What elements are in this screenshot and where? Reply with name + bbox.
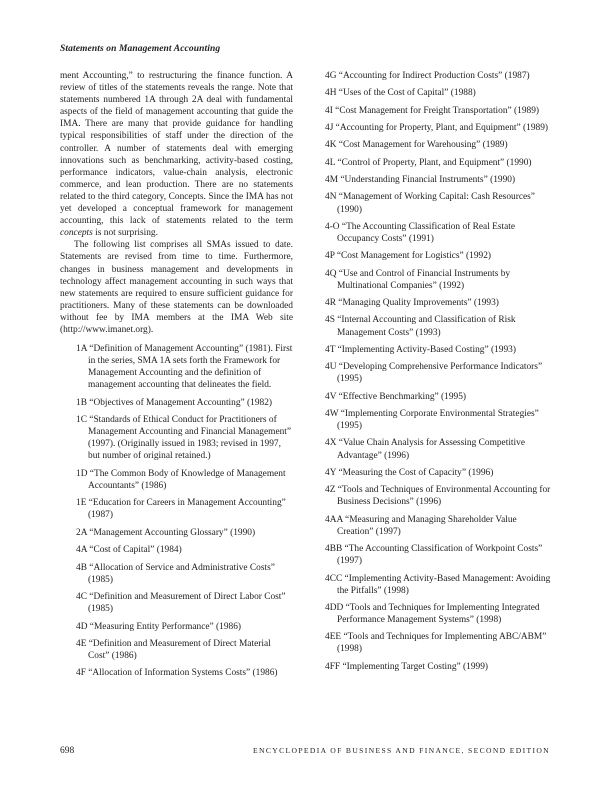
list-intro-paragraph: The following list comprises all SMAs issued to date. Statements are revised from time to time. Furthermore, changes in business management and developments in technology affect management accounting in such ways that new statements are required to ensure sufficient guidance for practitioners. Many of these statements can be downloaded without fee by IMA members at the IMA Web site (http://www.imanet.org).: [60, 240, 293, 335]
list-item: 4F “Allocation of Information Systems Costs” (1986): [76, 668, 278, 679]
list-item: 4Q “Use and Control of Financial Instruments by Multinational Companies” (1992): [325, 268, 511, 291]
list-item: 4DD “Tools and Techniques for Implementing Integrated Performance Management Systems” (1998): [325, 602, 540, 626]
list-item: 4K “Cost Management for Warehousing” (1989): [325, 140, 508, 151]
list-item: 4D “Measuring Entity Performance” (1986): [76, 621, 242, 632]
list-item: 4-O “The Accounting Classification of Real Estate Occupancy Costs” (1991): [325, 221, 516, 244]
list-item: 4Z “Tools and Techniques of Environmental Accounting for Business Decisions” (1996): [325, 485, 551, 508]
list-item: 4U “Developing Comprehensive Performance Indicators” (1995): [325, 362, 543, 385]
list-item: 4W “Implementing Corporate Environmental Strategies” (1995): [325, 408, 539, 432]
list-item: 1E “Education for Careers in Management Accounting” (1987): [76, 498, 286, 521]
list-item: 2A “Management Accounting Glossary” (1990): [76, 527, 256, 538]
list-item: 4J “Accounting for Property, Plant, and Equipment” (1989): [325, 123, 549, 134]
list-item: 4R “Managing Quality Improvements” (1993): [325, 298, 499, 309]
list-item: 4L “Control of Property, Plant, and Equipment” (1990): [325, 157, 532, 168]
intro-paragraph: [60, 70, 293, 239]
sma-list-left: [60, 343, 293, 679]
concepts-term: concepts: [60, 228, 93, 239]
list-item: 1A “Definition of Management Accounting” (1981). First in the series, SMA 1A sets forth the Framework for Management Accounting and the definition of management accounting that delineates the field.: [76, 344, 293, 391]
running-head: Statements on Management Accounting: [60, 44, 221, 54]
list-item: 4Y “Measuring the Cost of Capacity” (1996): [325, 467, 494, 478]
list-item: 1B “Objectives of Management Accounting” (1982): [76, 397, 273, 408]
list-item: 4AA “Measuring and Managing Shareholder Value Creation” (1997): [325, 514, 517, 537]
list-item: 4M “Understanding Financial Instruments” (1990): [325, 175, 516, 186]
list-item: 4FF “Implementing Target Costing” (1999): [325, 661, 489, 672]
list-item: 4CC “Implementing Activity-Based Management: Avoiding the Pitfalls” (1998): [325, 573, 551, 596]
list-item: 4G “Accounting for Indirect Production Costs” (1987): [325, 71, 530, 81]
list-item: 4V “Effective Benchmarking” (1995): [325, 391, 467, 402]
list-item: 4E “Definition and Measurement of Direct Material Cost” (1986): [76, 638, 271, 661]
list-item: 4EE “Tools and Techniques for Implementing ABC/ABM” (1998): [325, 632, 547, 655]
list-item: 4X “Value Chain Analysis for Assessing Competitive Advantage” (1996): [325, 438, 525, 461]
intro-text-end: is not surprising.: [92, 228, 158, 239]
list-item: 1C “Standards of Ethical Conduct for Practitioners of Management Accounting and Financial Management” (1997). (Originally issued in 1983; revised in 1997, but number of original retained.): [76, 415, 292, 462]
page-number: 698: [60, 746, 75, 756]
list-item: 4S “Internal Accounting and Classification of Risk Management Costs” (1993): [325, 315, 516, 338]
left-column: [60, 70, 293, 685]
list-item: 4H “Uses of the Cost of Capital” (1988): [325, 88, 476, 99]
intro-text: ment Accounting,” to restructuring the finance function. A review of titles of the statements reveals the range. Note that statements numbered 1A through 2A deal with fundamental aspects of the field of management accounting that guide the IMA. There are many that provide guidance for handling typical responsibilities of staff under the direction of the controller. A number of statements deal with emerging innovations such as benchmarking, activity-based costing, performance indicators, value-chain analysis, electronic commerce, and lean production. There are no statements related to the third category, Concepts. Since the IMA has not yet developed a conceptual framework for management accounting, this lack of statements related to the term: [60, 71, 293, 227]
list-item: 1D “The Common Body of Knowledge of Management Accountants” (1986): [76, 468, 286, 491]
list-item: 4I “Cost Management for Freight Transportation” (1989): [325, 105, 540, 116]
right-column: [325, 70, 551, 678]
book-title: ENCYCLOPEDIA OF BUSINESS AND FINANCE, SECOND EDITION: [253, 746, 550, 755]
list-item: 4C “Definition and Measurement of Direct Labor Cost” (1985): [76, 592, 286, 615]
list-item: 4BB “The Accounting Classification of Workpoint Costs” (1997): [325, 544, 543, 567]
list-item: 4T “Implementing Activity-Based Costing” (1993): [325, 344, 516, 355]
list-item: 4A “Cost of Capital” (1984): [76, 545, 182, 556]
list-item: 4N “Management of Working Capital: Cash Resources” (1990): [325, 192, 535, 215]
list-item: 4P “Cost Management for Logistics” (1992): [325, 251, 492, 262]
list-item: 4B “Allocation of Service and Administrative Costs” (1985): [76, 562, 275, 585]
